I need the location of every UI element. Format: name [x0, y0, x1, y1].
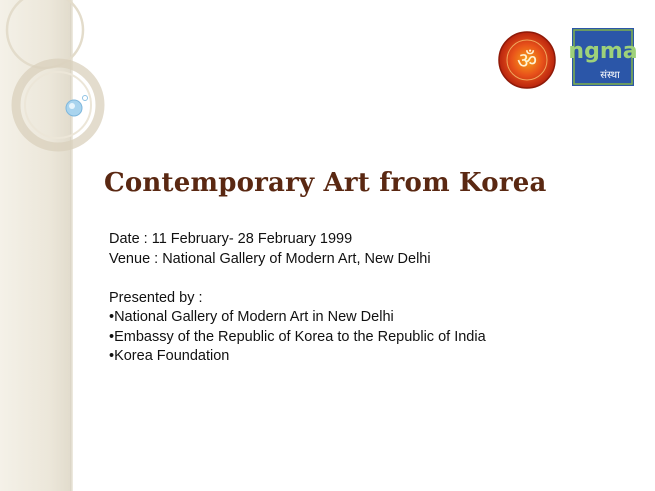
ngma-logo-subtext: संस्था — [600, 70, 620, 81]
ngma-logo — [568, 28, 638, 86]
date-line: Date : 11 February- 28 February 1999 — [109, 231, 353, 247]
presenter-item: •National Gallery of Modern Art in New Delhi — [109, 309, 394, 325]
slide-body — [109, 230, 509, 367]
presented-by-heading: Presented by : — [109, 289, 203, 306]
sun-emblem-logo — [497, 30, 557, 90]
spacer — [109, 269, 509, 289]
decorative-rings — [0, 0, 120, 170]
venue-line: Venue : National Gallery of Modern Art, New Delhi — [109, 250, 431, 267]
sun-logo-glyph: ॐ — [516, 49, 538, 74]
presenter-item: •Korea Foundation — [109, 348, 230, 364]
ngma-logo-text: ngma — [568, 39, 638, 64]
slide-title: Contemporary Art from Korea — [104, 168, 547, 198]
presenter-item: •Embassy of the Republic of Korea to the Republic of India — [109, 328, 486, 345]
